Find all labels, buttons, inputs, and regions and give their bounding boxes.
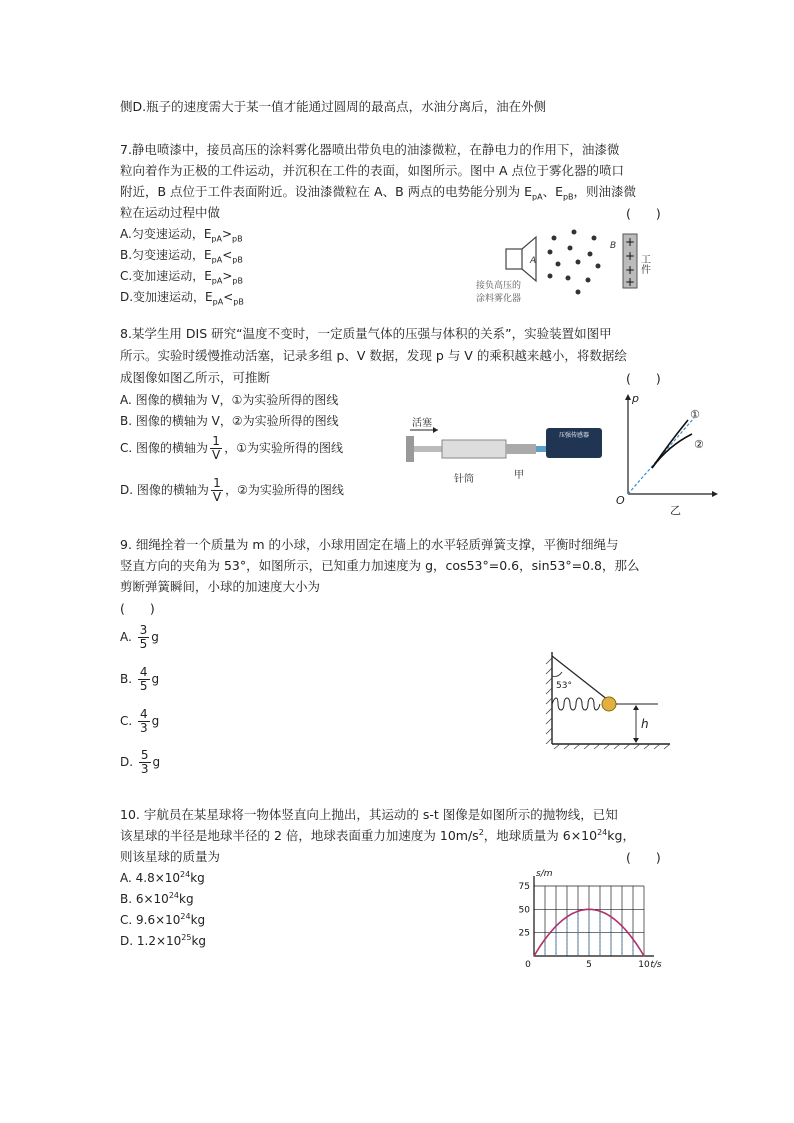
particle [588, 252, 593, 257]
frac-num: 1 [210, 435, 222, 449]
q10-opt-c-pre: C. 9.6×10 [120, 913, 181, 927]
q8-line-3: 成图像如图乙所示，可推断 [120, 370, 271, 385]
frac-den: 5 [139, 637, 148, 651]
y-axis-label: s/m [536, 869, 553, 879]
frac-num: 4 [139, 665, 148, 679]
q9-opt-a-unit: g [151, 630, 159, 644]
particle [586, 278, 591, 283]
q8-option-c[interactable] [120, 432, 343, 464]
q7-opt-a-sub1: pA [211, 234, 222, 244]
q10-opt-a-pre: A. 4.8×10 [120, 871, 181, 885]
q9-opt-b-fraction [138, 666, 150, 693]
q8-opt-c-fraction [210, 435, 222, 462]
q7-opt-d-text: D.变加速运动，E [120, 290, 213, 304]
q9-opt-c-fraction [138, 708, 150, 735]
plunger-rod [414, 446, 444, 452]
q7-opt-c-text: C.变加速运动，E [120, 269, 212, 283]
q7-option-d[interactable] [120, 288, 244, 306]
q10-st-chart [508, 868, 676, 970]
q7-figure [470, 222, 670, 310]
ground-hatching [554, 744, 670, 749]
q10-sup-2: 2 [478, 827, 484, 837]
q9-opt-d-fraction [139, 749, 151, 776]
q7-opt-a-sub2: pB [232, 234, 243, 244]
y-tick-label: 75 [518, 882, 530, 892]
q7-option-a[interactable] [120, 225, 243, 243]
sprayer-body [506, 249, 522, 269]
q8-opt-c-post: ，①为实验所得的图线 [224, 441, 343, 455]
q10-option-a[interactable] [120, 869, 205, 887]
data-point [588, 909, 590, 911]
q7-opt-d-sub1: pA [212, 297, 224, 307]
q10-line-2 [120, 827, 635, 845]
x-tick-label: 10 [638, 960, 650, 970]
q8-option-b[interactable]: B. 图像的横轴为 V，②为实验所得的图线 [120, 414, 339, 428]
q8-figure-yi [612, 390, 724, 516]
sprayer-caption-2: 涂料雾化器 [476, 294, 522, 304]
particle [576, 260, 581, 265]
q9-opt-a-label: A. [120, 630, 132, 644]
top-line: 侧D.瓶子的速度需大于某一值才能通过圆周的最高点，水油分离后，油在外侧 [120, 99, 547, 114]
q9-line-3: 剪断弹簧瞬间，小球的加速度大小为 [120, 579, 321, 594]
frac-num: 4 [140, 707, 148, 721]
label-b: B [610, 241, 617, 251]
q10-option-c[interactable] [120, 911, 205, 929]
q7-option-b[interactable] [120, 246, 243, 264]
q9-option-d[interactable] [120, 745, 160, 779]
particle [556, 262, 561, 267]
rope [552, 656, 608, 700]
q7-answer-paren: ( ) [626, 206, 661, 221]
q7-sub-pb: pB [562, 192, 574, 202]
q8-opt-d-post: ，②为实验所得的图线 [225, 483, 344, 497]
q7-energy-tail: ，则油漆微 [573, 184, 637, 199]
sensor-label: 压强传感器 [558, 432, 590, 439]
wall-hatching [546, 658, 552, 744]
angle-label: 53° [556, 681, 572, 691]
q9-opt-d-unit: g [152, 755, 161, 769]
arrow-up-icon [633, 705, 639, 710]
q10-line-2-post: kg， [607, 828, 635, 843]
data-point [544, 938, 546, 940]
data-point [643, 955, 645, 957]
particle [596, 264, 601, 269]
q10-opt-d-pre: D. 1.2×10 [120, 934, 182, 948]
q10-answer-paren: ( ) [626, 850, 661, 865]
particle [566, 276, 571, 281]
data-point [632, 938, 634, 940]
figure-jia-label: 甲 [514, 470, 524, 481]
syringe-needle [506, 444, 536, 454]
axis-arrow-icon [712, 491, 718, 497]
workpiece-plus-signs [625, 235, 635, 289]
q9-opt-d-label: D. [120, 755, 134, 769]
plus-sign: + [624, 263, 636, 277]
particle [552, 236, 557, 241]
q10-line-1: 10. 宇航员在某星球将一物体竖直向上抛出，其运动的 s-t 图像是如图所示的抛物线，已知 [120, 807, 618, 822]
q10-sup-24: 24 [597, 827, 608, 837]
q7-option-c[interactable] [120, 267, 243, 285]
q10-line-3: 则该星球的质量为 [120, 849, 221, 864]
origin-label: O [616, 494, 625, 507]
q9-opt-b-label: B. [120, 672, 133, 686]
axis-arrow-icon [625, 394, 631, 400]
data-point [610, 916, 612, 918]
q8-opt-d-fraction [211, 477, 223, 504]
q10-line-2-pre: 该星球的半径是地球半径的 2 倍，地球表面重力加速度为 10m/s [120, 828, 479, 843]
q10-opt-a-exp: 24 [180, 870, 191, 879]
q7-line-1: 7.静电喷漆中，接员高压的涂料雾化器喷出带负电的油漆微粒，在静电力的作用下，油漆微 [120, 142, 620, 157]
q9-opt-c-unit: g [151, 714, 160, 728]
spring [552, 698, 600, 710]
syringe-barrel [442, 440, 506, 458]
x-tick-label: 0 [525, 960, 531, 970]
particle [572, 230, 577, 235]
piston-label: 活塞 [412, 418, 432, 429]
q7-opt-b-op: < [222, 248, 233, 262]
particle [548, 250, 553, 255]
q10-option-b[interactable] [120, 890, 194, 908]
frac-num: 1 [211, 477, 223, 491]
q7-opt-a-op: > [221, 227, 233, 241]
q10-opt-b-post: kg [179, 892, 194, 906]
tube-connector [536, 446, 546, 452]
q7-line-2: 粒向着作为正极的工件运动，并沉积在工件的表面，如图所示。图中 A 点位于雾化器的喷口 [120, 163, 624, 178]
q7-energy-mid: 、E [542, 184, 563, 199]
curve-1-label: ① [690, 408, 700, 421]
frac-den: 3 [140, 721, 148, 735]
q7-opt-b-sub1: pA [211, 255, 223, 265]
q8-line-1: 8.某学生用 DIS 研究“温度不变时，一定质量气体的压强与体积的关系”，实验装置如图甲 [120, 326, 612, 341]
q7-opt-d-op: < [223, 290, 234, 304]
q9-line-2: 竖直方向的夹角为 53°，如图所示，已知重力加速度为 g，cos53°=0.6，sin53°=0.8，那么 [120, 558, 640, 573]
q9-option-a[interactable] [120, 620, 159, 654]
plus-sign: + [624, 275, 636, 289]
q7-opt-b-text: B.匀变速运动，E [120, 248, 212, 262]
x-tick-label: 5 [586, 960, 592, 970]
q8-option-a[interactable]: A. 图像的横轴为 V，①为实验所得的图线 [120, 393, 339, 407]
q7-line-3-text: 附近，B 点位于工件表面附近。设油漆微粒在 A、B 两点的电势能分别为 E [120, 184, 532, 199]
q7-opt-c-sub2: pB [232, 276, 243, 286]
figure-yi-label: 乙 [670, 504, 681, 516]
q10-opt-b-exp: 24 [168, 891, 180, 900]
sprayer-caption-1: 接负高压的 [476, 281, 522, 291]
arrow-down-icon [633, 738, 639, 743]
q10-opt-c-post: kg [190, 913, 206, 927]
particle [568, 246, 573, 251]
q10-opt-d-post: kg [191, 934, 207, 948]
height-label: h [641, 717, 649, 731]
data-point [533, 955, 535, 957]
data-point [566, 916, 568, 918]
q8-line-2: 所示。实验时缓慢推动活塞，记录多组 p、V 数据，发现 p 与 V 的乘积越来越小，将数据绘 [120, 348, 627, 363]
q10-option-d[interactable] [120, 932, 206, 950]
q7-opt-a-text: A.匀变速运动，E [120, 227, 212, 241]
frac-den: 3 [140, 762, 149, 776]
q8-figure-jia [402, 412, 614, 490]
q7-opt-d-sub2: pB [233, 297, 244, 307]
frac-den: V [212, 448, 221, 462]
data-point [599, 910, 601, 912]
plus-sign: + [624, 249, 636, 263]
data-point [621, 925, 623, 927]
q9-opt-b-unit: g [151, 672, 160, 686]
frac-den: V [212, 490, 222, 504]
q8-opt-d-pre: D. 图像的横轴为 [120, 483, 209, 497]
frac-den: 5 [139, 679, 148, 693]
particle [592, 236, 597, 241]
charged-particles [548, 230, 601, 295]
y-tick-label: 25 [518, 928, 530, 939]
workpiece-label: 工件 [638, 254, 650, 274]
plus-sign: + [624, 235, 636, 249]
q7-line-4: 粒在运动过程中做 [120, 205, 221, 220]
q9-opt-c-label: C. [120, 714, 133, 728]
plunger-end [406, 436, 414, 462]
arrow-head-icon [433, 427, 438, 433]
q8-answer-paren: ( ) [626, 371, 661, 386]
ball [602, 697, 616, 711]
particle [576, 290, 581, 295]
q9-option-b[interactable] [120, 662, 159, 696]
q9-opt-a-fraction [138, 624, 150, 651]
q9-figure [540, 648, 680, 750]
q9-option-c[interactable] [120, 704, 159, 738]
q10-line-2-mid: ，地球质量为 6×10 [483, 828, 598, 843]
q10-opt-d-exp: 25 [181, 933, 192, 942]
q10-opt-b-pre: B. 6×10 [120, 892, 169, 906]
data-point [555, 925, 557, 927]
curve-2-label: ② [694, 438, 704, 451]
frac-num: 3 [139, 623, 148, 637]
angle-arc [552, 672, 562, 677]
q7-line-3 [120, 183, 636, 201]
p-label: p [632, 392, 639, 405]
needle-label: 针筒 [454, 474, 474, 485]
data-point [577, 910, 579, 912]
frac-num: 5 [140, 748, 149, 762]
q10-opt-a-post: kg [190, 871, 205, 885]
particle [548, 274, 553, 279]
q7-opt-c-op: > [222, 269, 233, 283]
q7-sub-pa: pA [532, 192, 543, 202]
q9-line-1: 9. 细绳拴着一个质量为 m 的小球，小球用固定在墙上的水平轻质弹簧支撑，平衡时细绳与 [120, 537, 619, 552]
q9-answer-paren: ( ) [120, 601, 155, 616]
q8-option-d[interactable] [120, 474, 344, 506]
x-axis-label: t/s [650, 960, 662, 970]
q8-opt-c-pre: C. 图像的横轴为 [120, 441, 209, 455]
q10-opt-c-exp: 24 [180, 912, 191, 921]
label-a: A [530, 256, 537, 266]
q7-opt-c-sub1: pA [211, 276, 223, 286]
q7-opt-b-sub2: pB [232, 255, 243, 265]
y-tick-label: 50 [518, 905, 530, 916]
